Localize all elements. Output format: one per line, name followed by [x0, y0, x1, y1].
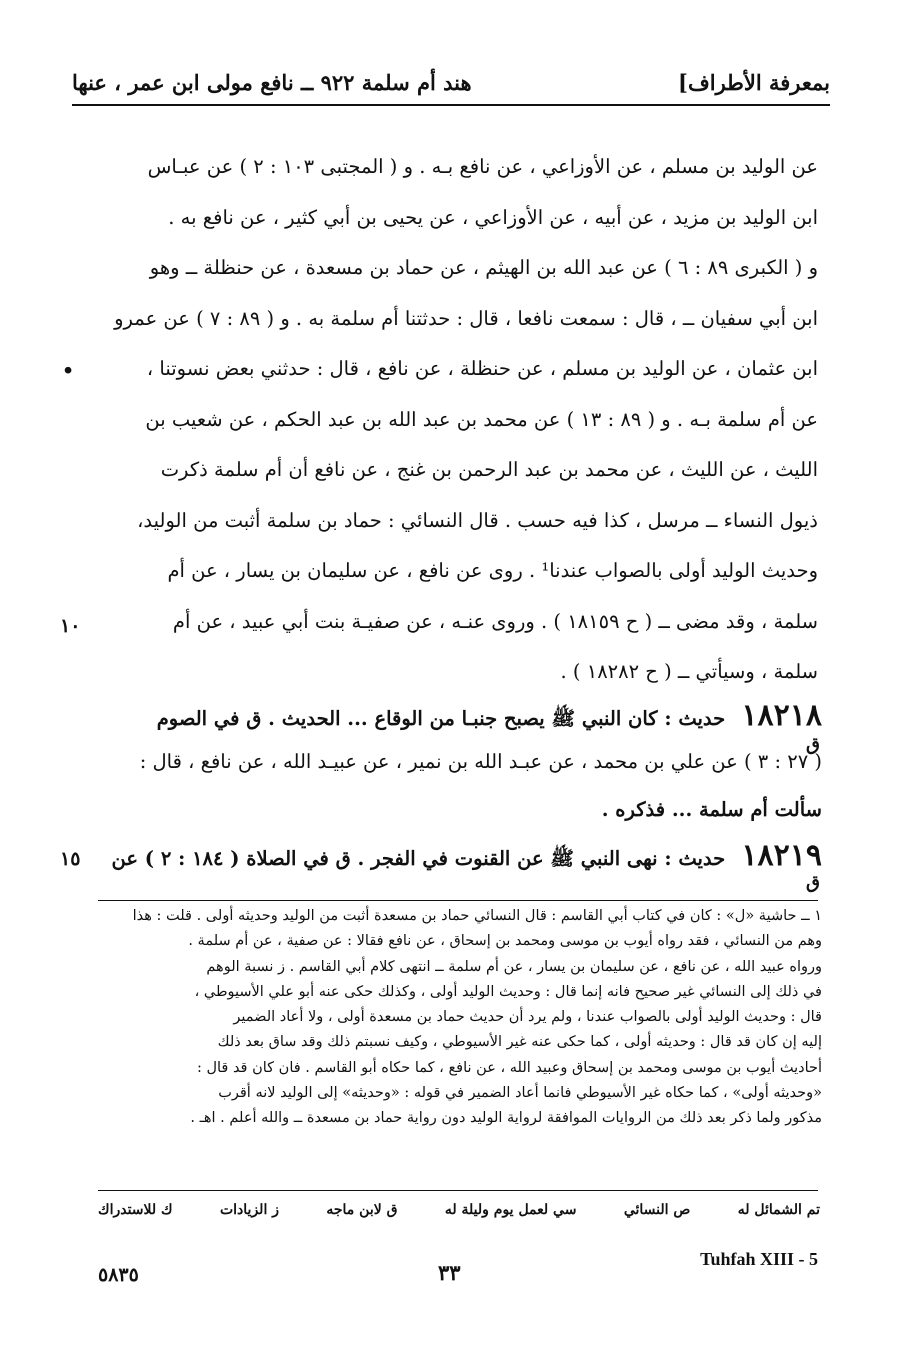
- entry-text: حديث : نهى النبي ﷺ عن القنوت في الفجر . ق في الصلاة ( ١٨٤ : ٢ ) عن: [111, 847, 726, 870]
- footnote-rule: [98, 900, 818, 901]
- text-line: عن أم سلمة بـه . و ( ٨٩ : ١٣ ) عن محمد بن عبد الله بن عبد الحكم ، عن شعيب بن: [145, 407, 818, 431]
- abbreviation-rule: [98, 1190, 818, 1191]
- footnote-line: مذكور ولما ذكر بعد ذلك من الروايات الموافقة لرواية الوليد دون رواية حماد بن مسعدة ــ والله أعلم . اهـ .: [190, 1110, 822, 1127]
- text-line: ابن أبي سفيان ــ ، قال : سمعت نافعا ، قال : حدثتنا أم سلمة به . و ( ٨٩ : ٧ ) عن عمرو: [114, 306, 818, 330]
- margin-line-number: ١٥: [60, 848, 81, 870]
- book-reference: Tuhfah XIII - 5: [700, 1249, 818, 1269]
- page-header: [72, 62, 830, 106]
- text-line: سلمة ، وسيأتي ــ ( ح ١٨٢٨٢ ) .: [560, 660, 818, 683]
- entry-line: ( ٢٧ : ٣ ) عن علي بن محمد ، عن عبـد الله بن نمير ، عن عبيـد الله ، عن نافع ، قال :: [139, 750, 822, 773]
- main-text: [78, 142, 818, 698]
- entry-number: ١٨٢١٩: [741, 838, 822, 873]
- text-line: الليث ، عن الليث ، عن محمد بن عبد الرحمن بن غنج ، عن نافع أن أم سلمة ذكرت: [160, 458, 818, 481]
- section-title: بمعرفة الأطراف]: [678, 70, 830, 95]
- footnote-line: قال : وحديث الوليد أولى بالصواب عندنا ، ولم يرد أن حديث حماد بن مسعدة أولى ، ولا أعاد الضمير: [233, 1009, 822, 1026]
- hadith-entry: [78, 694, 822, 834]
- margin-line-number: ١٠: [60, 615, 81, 637]
- entry-number: ١٨٢١٨: [741, 698, 822, 733]
- running-head: هند أم سلمة ٩٢٢ ــ نافع مولى ابن عمر ، عنها: [72, 70, 472, 95]
- header-rule: [72, 104, 830, 106]
- footnotes: [98, 904, 822, 1132]
- text-line: ذيول النساء ــ مرسل ، كذا فيه حسب . قال النسائي : حماد بن سلمة أثبت من الوليد،: [137, 508, 818, 532]
- hadith-entry: [78, 834, 822, 878]
- footnote-line: في ذلك إلى النسائي غير صحيح فانه إنما قال : وحديث الوليد أولى ، وكذلك حكى عنه أبو علي الأسيوطي ،: [194, 983, 822, 1000]
- footnote-line: ورواه عبيد الله ، عن نافع ، عن سليمان بن يسار ، عن أم سلمة ــ انتهى كلام أبي القاسم . ز نسبة الوهم: [206, 958, 822, 975]
- text-line: و ( الكبرى ٨٩ : ٦ ) عن عبد الله بن الهيثم ، عن حماد بن مسعدة ، عن حنظلة ــ وهو: [149, 256, 818, 279]
- abbreviation-item: ص النسائي: [623, 1202, 691, 1218]
- abbreviation-item: ك للاستدراك: [98, 1202, 173, 1218]
- text-line: سلمة ، وقد مضى ــ ( ح ١٨١٥٩ ) . وروى عنـه ، عن صفيـة بنت أبي عبيد ، عن أم: [172, 609, 818, 633]
- text-line: عن الوليد بن مسلم ، عن الأوزاعي ، عن نافع بـه . و ( المجتبى ١٠٣ : ٢ ) عن عبـاس: [147, 155, 818, 178]
- entry-text: حديث : كان النبي ﷺ يصبح جنبـا من الوقاع ... الحديث . ق في الصوم: [156, 707, 726, 730]
- abbreviation-item: تم الشمائل له: [737, 1202, 820, 1218]
- entry-first-line: [78, 694, 822, 738]
- abbreviation-item: سي لعمل يوم وليلة له: [444, 1202, 577, 1218]
- sheet-number: ٥٨٣٥: [98, 1264, 139, 1286]
- abbreviation-item: ز الزيادات: [219, 1202, 279, 1218]
- text-line: وحديث الوليد أولى بالصواب عندنا¹ . روى عن نافع ، عن سليمان بن يسار ، عن أم: [167, 559, 818, 582]
- abbreviation-item: ق لابن ماجه: [326, 1202, 398, 1218]
- entry-first-line: [78, 834, 822, 878]
- text-line: ابن الوليد بن مزيد ، عن أبيه ، عن الأوزاعي ، عن يحيى بن أبي كثير ، عن نافع به .: [168, 205, 818, 229]
- text-line: ابن عثمان ، عن الوليد بن مسلم ، عن حنظلة ، عن نافع ، قال : حدثني بعض نسوتنا ،: [146, 357, 818, 380]
- footnote-line: «وحديثه أولى» ، كما حكاه غير الأسيوطي فانما أعاد الضمير في قوله : «وحديثه» إلى الوليد لانه أقرب: [218, 1085, 822, 1102]
- entry-siglum: ق: [806, 872, 820, 893]
- footnote-line: أحاديث أيوب بن موسى ومحمد بن إسحاق وعبيد الله ، عن نافع ، كما حكاه أبو القاسم . فان كان قد قال :: [196, 1059, 822, 1076]
- entry-line: سألت أم سلمة ... فذكره .: [601, 798, 822, 821]
- footnote-line: إليه إن كان قد قال : وحديثه أولى ، كما حكى عنه غير الأسيوطي ، وكيف نسبتم ذلك وقد ساق بعد ذلك: [217, 1034, 822, 1051]
- footnote-line: ١ ــ حاشية «ل» : كان في كتاب أبي القاسم : قال النسائي حماد بن مسعدة أثبت من الوليد وحديثه أولى . قلت : هذا: [132, 908, 822, 924]
- footnote-line: وهم من النسائي ، فقد رواه أيوب بن موسى ومحمد بن إسحاق ، عن نافع فقالا : عن صفية ، عن أم سلمة .: [188, 933, 822, 950]
- bullet-mark: •: [62, 360, 75, 382]
- entry-siglum: ق: [806, 734, 820, 755]
- page-number: ٣٣: [438, 1260, 461, 1285]
- abbreviation-key: [98, 1202, 820, 1232]
